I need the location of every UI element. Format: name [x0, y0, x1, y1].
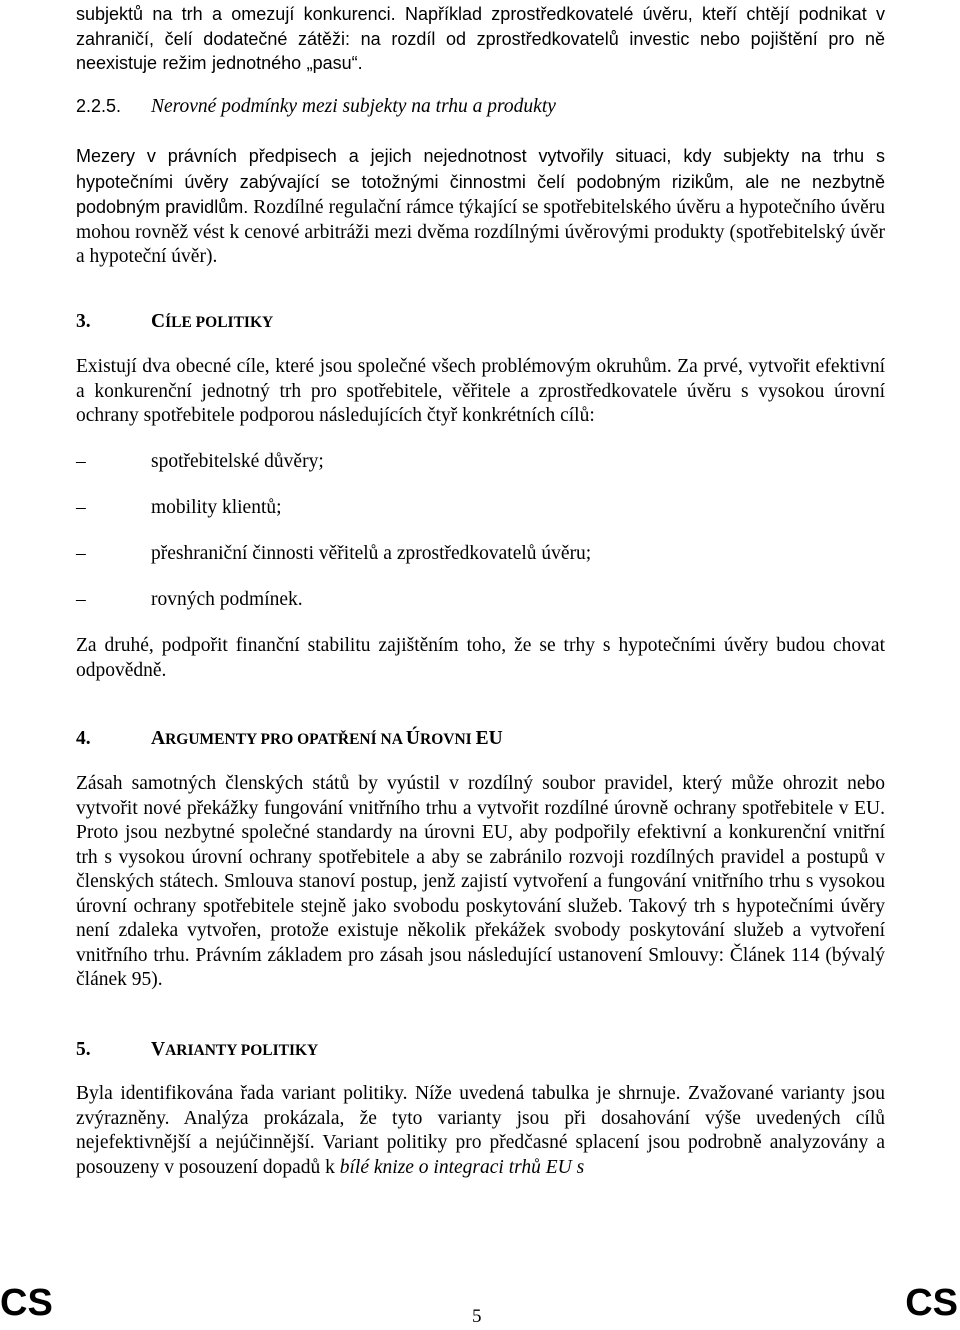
section-4-paragraph: Zásah samotných členských států by vyústil v rozdílný soubor pravidel, který může ohrozit nebo vytvořit nové překážky fungování vnitřního trhu a vytvořit rozdílné úrovně ochrany spotřebitele v EU. Proto jsou nezbytné společné standardy na úrovni EU, aby podpořily efektivní a konkurenční vnitřní trh s vysokou úrovní ochrany spotřebitele a aby se zabránilo rozvoji rozdílných pravidel a postupů v členských státech. Smlouva stanoví postup, jenž zajistí vytvoření a fungování vnitřního trhu s vysokou úrovní ochrany spotřebitele stejně jako svobodu poskytování služeb. Takový trh s hypotečními úvěry není zdaleka vytvořen, protože existuje několik překážek svobody poskytování služeb a vytvoření vnitřního trhu. Právním základem pro zásah jsou následující ustanovení Smlouvy: Článek 114 (bývalý článek 95). [76, 773, 885, 990]
paragraph-text: Byla identifikována řada variant politiky. Níže uvedená tabulka je shrnuje. Zvažované varianty jsou zvýrazněny. Analýza prokázala, že tyto varianty jsou při dosahování výše uvedených cílů nejefektivnější a nejúčinnější. Variant politiky pro předčasné splacení jsou podrobně analyzovány a posouzeny v posouzení dopadů k [76, 1083, 885, 1178]
intro-paragraph: subjektů na trh a omezují konkurenci. Například zprostředkovatelé úvěru, kteří chtějí podnikat v zahraničí, čelí dodatečné zátěži: na rozdíl od zprostředkovatelů investic nebo pojištění pro ně neexistuje režim jednotného „pasu“. [76, 4, 885, 73]
section-number: 2.2.5. [76, 96, 122, 116]
section-number: 3. [76, 311, 91, 332]
paragraph-italic-text: bílé knize o integraci trhů EU s [339, 1156, 585, 1178]
list-item-text: rovných podmínek. [151, 589, 303, 610]
dash: – [76, 451, 86, 472]
section-2-2-5-paragraph [76, 144, 885, 270]
dash: – [76, 497, 86, 518]
list-item [76, 542, 591, 566]
page-number: 5 [472, 1306, 482, 1327]
title-initial: C [151, 311, 166, 332]
section-number: 4. [76, 728, 91, 749]
title-part: RGUMENTY PRO OPATŘENÍ NA [165, 731, 406, 748]
section-2-2-5-heading [76, 96, 556, 118]
paragraph-b: Rozdílné regulační rámce týkající se spotřebitelského úvěru a hypotečního úvěru mohou rovněž vést k cenové arbitráži mezi dvěma rozdílnými úvěrovými produkty (spotřebitelský úvěr a hypoteční úvěr). [76, 197, 885, 267]
title-rest: ARIANTY POLITIKY [165, 1042, 319, 1059]
title-part: ROVNI [420, 731, 476, 748]
list-item-text: přeshraniční činnosti věřitelů a zprostředkovatelů úvěru; [151, 543, 592, 564]
section-number: 5. [76, 1039, 91, 1060]
section-5-heading [76, 1038, 318, 1063]
title-initial: V [151, 1039, 166, 1060]
title-part: Ú [405, 728, 421, 749]
section-4-heading [76, 727, 503, 752]
section-3-heading [76, 310, 273, 335]
footer-language-code-left: CS [0, 1282, 53, 1324]
section-title: Nerovné podmínky mezi subjekty na trhu a produkty [151, 96, 556, 117]
footer-language-code-right: CS [905, 1282, 958, 1324]
dash: – [76, 589, 86, 610]
list-item-text: mobility klientů; [151, 497, 282, 518]
list-item [76, 588, 303, 612]
list-item [76, 450, 324, 474]
section-3-paragraph-2: Za druhé, podpořit finanční stabilitu zajištěním toho, že se trhy s hypotečními úvěry budou chovat odpovědně. [76, 635, 885, 681]
paragraph-a: Mezery v právních předpisech a jejich nejednotnost vytvořily situaci, kdy subjekty na trhu s hypotečními úvěry zabývající se totožnými činnostmi čelí podobným rizikům, ale ne nezbytně podobným pravidlům. [76, 146, 885, 217]
section-5-paragraph [76, 1082, 885, 1180]
list-item-text: spotřebitelské důvěry; [151, 451, 324, 472]
section-3-paragraph: Existují dva obecné cíle, které jsou společné všech problémovým okruhům. Za prvé, vytvořit efektivní a konkurenční jednotný trh pro spotřebitele, věřitele a zprostředkovatele úvěru s vysokou úrovní ochrany spotřebitele podporou následujících čtyř konkrétních cílů: [76, 356, 885, 426]
dash: – [76, 543, 86, 564]
title-rest: ÍLE POLITIKY [165, 314, 274, 331]
list-item [76, 496, 282, 520]
title-part: EU [475, 728, 503, 749]
title-part: A [151, 728, 166, 749]
